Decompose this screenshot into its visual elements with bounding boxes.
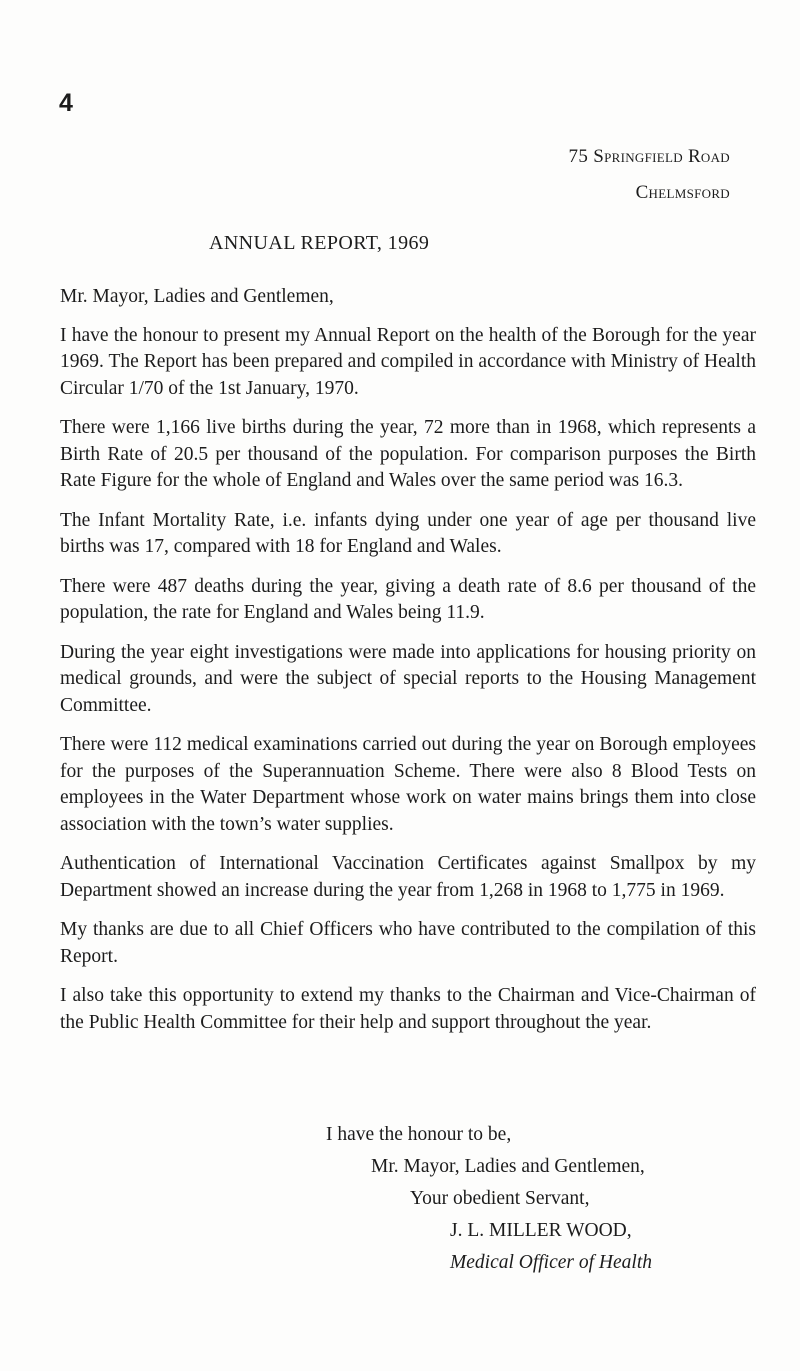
paragraph-thanks-officers: My thanks are due to all Chief Officers who have contributed to the compilation of this Report. xyxy=(60,919,756,967)
report-body xyxy=(60,284,756,1049)
signature-role: Medical Officer of Health xyxy=(450,1252,652,1273)
paragraph-births: There were 1,166 live births during the year, 72 more than in 1968, which represents a Birth Rate of 20.5 per thousand of the population. For comparison purposes the Birth Rate Figure for the whole of England and Wales over the same period was 16.3. xyxy=(60,417,756,491)
paragraph-vaccination: Authentication of International Vaccination Certificates against Smallpox by my Department showed an increase during the year from 1,268 in 1968 to 1,775 in 1969. xyxy=(60,853,756,901)
paragraph-thanks-committee: I also take this opportunity to extend my thanks to the Chairman and Vice-Chairman of the Public Health Committee for their help and support throughout the year. xyxy=(60,985,756,1033)
closing-line-honour: I have the honour to be, xyxy=(326,1124,512,1145)
address-line-street: 75 Springfield Road xyxy=(568,146,730,167)
paragraph-infant-mortality: The Infant Mortality Rate, i.e. infants dying under one year of age per thousand live births was 17, compared with 18 for England and Wales. xyxy=(60,509,756,557)
paragraph-housing: During the year eight investigations were made into applications for housing priority on medical grounds, and were the subject of special reports to the Housing Management Committee. xyxy=(60,641,756,716)
page-number: 4 xyxy=(59,89,73,117)
paragraph-deaths: There were 487 deaths during the year, giving a death rate of 8.6 per thousand of the population, the rate for England and Wales being 11.9. xyxy=(60,575,756,623)
closing-line-address: Mr. Mayor, Ladies and Gentlemen, xyxy=(371,1156,645,1177)
sender-address xyxy=(569,139,730,211)
closing-line-servant: Your obedient Servant, xyxy=(410,1188,590,1209)
signature-name: J. L. MILLER WOOD, xyxy=(450,1220,632,1241)
paragraph-introduction: I have the honour to present my Annual Report on the health of the Borough for the year 1969. The Report has been prepared and compiled in accordance with Ministry of Health Circular 1/70 of the 1st January, 1970. xyxy=(60,324,756,399)
report-title: ANNUAL REPORT, 1969 xyxy=(209,232,430,254)
address-line-town: Chelmsford xyxy=(635,182,730,203)
paragraph-medical-examinations: There were 112 medical examinations carried out during the year on Borough employees for the purposes of the Superannuation Scheme. There were also 8 Blood Tests on employees in the Water Department whose work on water mains brings them into close association with the town’s water supplies. xyxy=(60,734,756,835)
salutation: Mr. Mayor, Ladies and Gentlemen, xyxy=(60,286,334,307)
